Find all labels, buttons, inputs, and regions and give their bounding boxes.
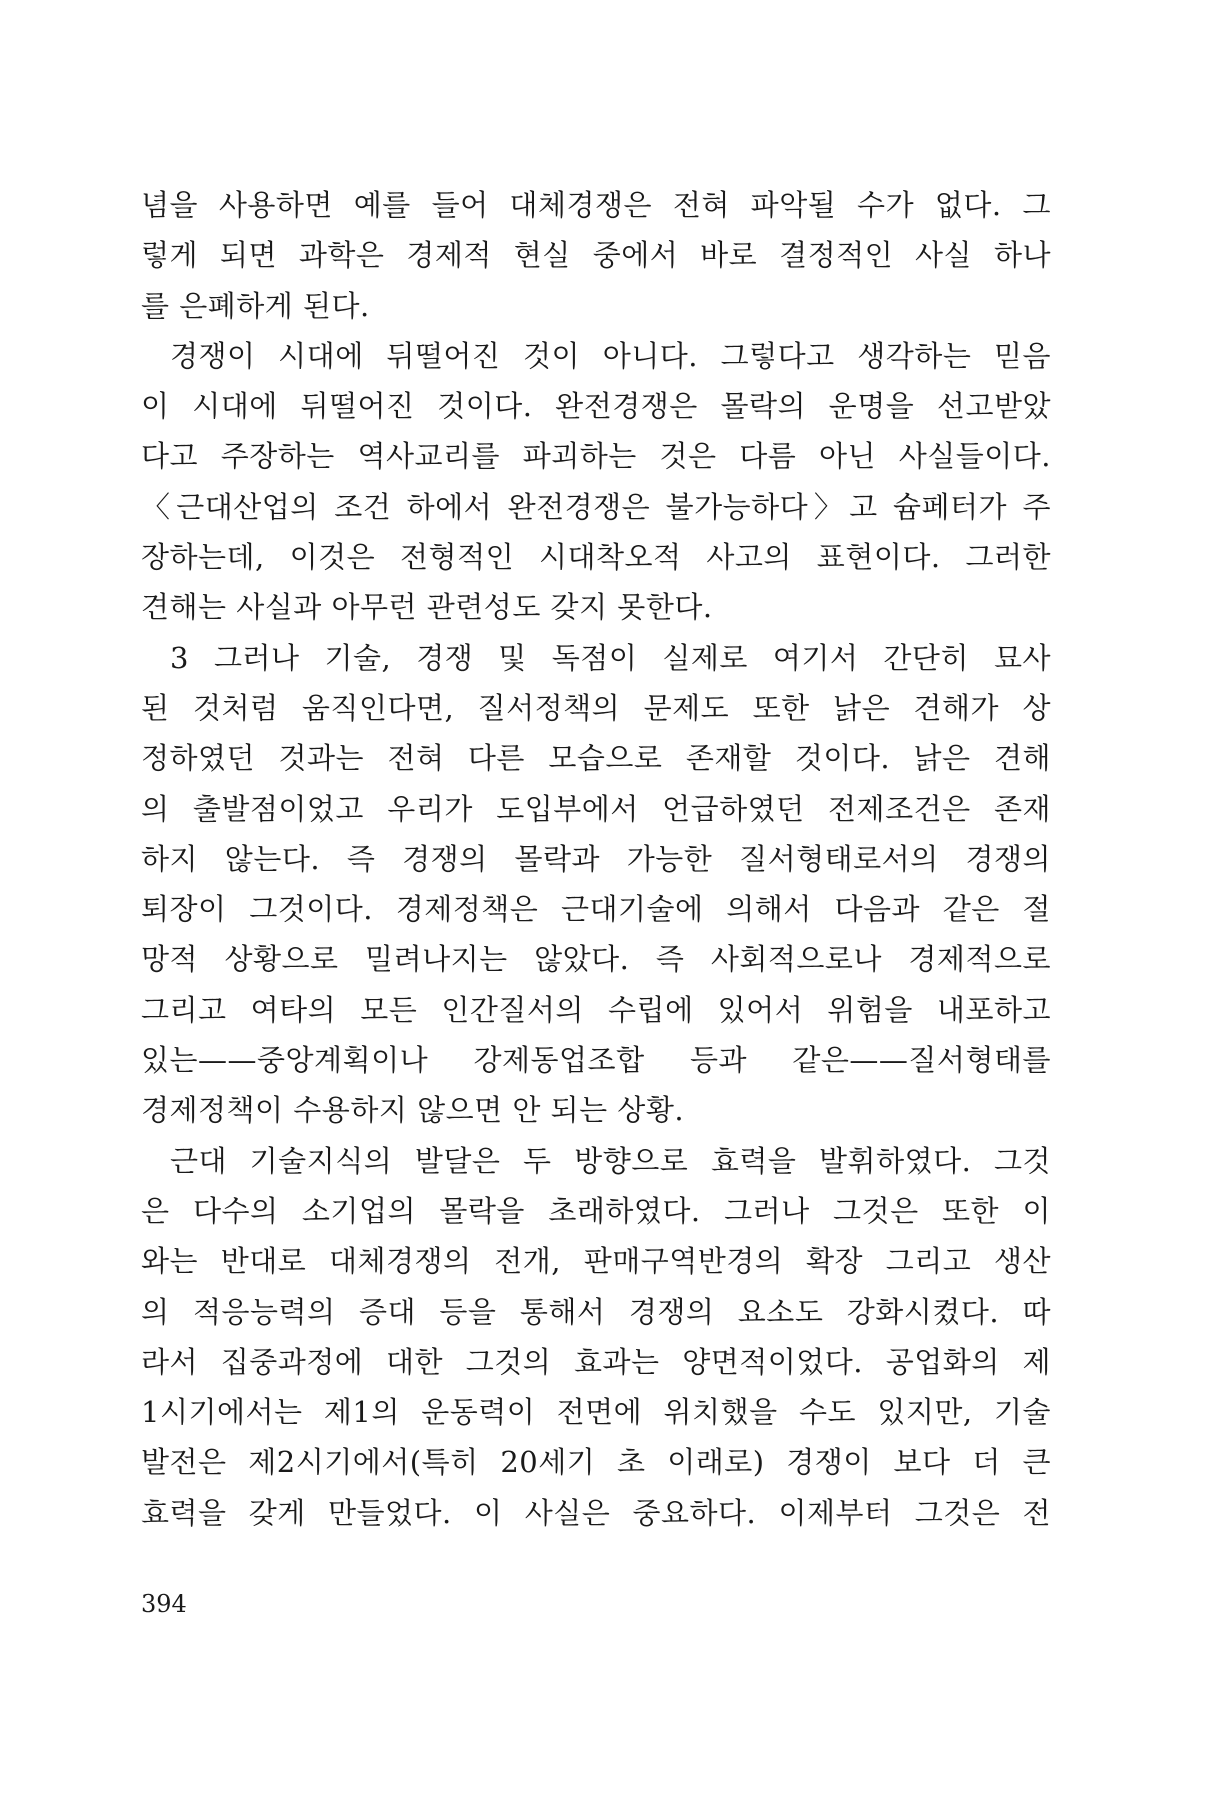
text-line: 라서 집중과정에 대한 그것의 효과는 양면적이었다. 공업화의 제 xyxy=(141,1344,1051,1379)
text-line: 은 다수의 소기업의 몰락을 초래하였다. 그러나 그것은 또한 이 xyxy=(141,1193,1051,1228)
text-line: 경제정책이 수용하지 않으면 안 되는 상황. xyxy=(141,1093,685,1128)
text-line: 정하였던 것과는 전혀 다른 모습으로 존재할 것이다. 낡은 견해 xyxy=(141,741,1051,776)
text-line: 렇게 되면 과학은 경제적 현실 중에서 바로 결정적인 사실 하나 xyxy=(141,238,1051,273)
text-line: 발전은 제2시기에서(특히 20세기 초 이래로) 경쟁이 보다 더 큰 xyxy=(141,1445,1051,1480)
text-line: 그리고 여타의 모든 인간질서의 수립에 있어서 위험을 내포하고 xyxy=(141,992,1051,1027)
text-line: 이 시대에 뒤떨어진 것이다. 완전경쟁은 몰락의 운명을 선고받았 xyxy=(141,389,1051,424)
text-line: 다고 주장하는 역사교리를 파괴하는 것은 다름 아닌 사실들이다. xyxy=(141,439,1051,474)
text-line: 근대 기술지식의 발달은 두 방향으로 효력을 발휘하였다. 그것 xyxy=(170,1143,1051,1178)
text-line: 의 적응능력의 증대 등을 통해서 경쟁의 요소도 강화시켰다. 따 xyxy=(141,1294,1051,1329)
text-line: 의 출발점이었고 우리가 도입부에서 언급하였던 전제조건은 존재 xyxy=(141,791,1051,826)
text-line: 와는 반대로 대체경쟁의 전개, 판매구역반경의 확장 그리고 생산 xyxy=(141,1244,1051,1279)
text-line: 3 그러나 기술, 경쟁 및 독점이 실제로 여기서 간단히 묘사 xyxy=(170,640,1051,675)
text-line: 경쟁이 시대에 뒤떨어진 것이 아니다. 그렇다고 생각하는 믿음 xyxy=(170,338,1051,373)
text-line: 있는——중앙계획이나 강제동업조합 등과 같은——질서형태를 xyxy=(141,1043,1051,1078)
text-line: 견해는 사실과 아무런 관련성도 갖지 못한다. xyxy=(141,590,713,625)
text-line: 〈근대산업의 조건 하에서 완전경쟁은 불가능하다〉고 슘페터가 주 xyxy=(141,489,1051,524)
text-line: 퇴장이 그것이다. 경제정책은 근대기술에 의해서 다음과 같은 절 xyxy=(141,892,1051,927)
text-line: 를 은폐하게 된다. xyxy=(141,288,370,323)
text-line: 장하는데, 이것은 전형적인 시대착오적 사고의 표현이다. 그러한 xyxy=(141,540,1051,575)
text-line: 망적 상황으로 밀려나지는 않았다. 즉 사회적으로나 경제적으로 xyxy=(141,942,1051,977)
text-line: 효력을 갖게 만들었다. 이 사실은 중요하다. 이제부터 그것은 전 xyxy=(141,1495,1051,1530)
text-line: 1시기에서는 제1의 운동력이 전면에 위치했을 수도 있지만, 기술 xyxy=(141,1395,1051,1430)
text-line: 하지 않는다. 즉 경쟁의 몰락과 가능한 질서형태로서의 경쟁의 xyxy=(141,841,1051,876)
page-number: 394 xyxy=(141,1590,187,1618)
text-line: 된 것처럼 움직인다면, 질서정책의 문제도 또한 낡은 견해가 상 xyxy=(141,690,1051,725)
body-text xyxy=(141,180,1051,1538)
text-line: 념을 사용하면 예를 들어 대체경쟁은 전혀 파악될 수가 없다. 그 xyxy=(141,188,1051,222)
